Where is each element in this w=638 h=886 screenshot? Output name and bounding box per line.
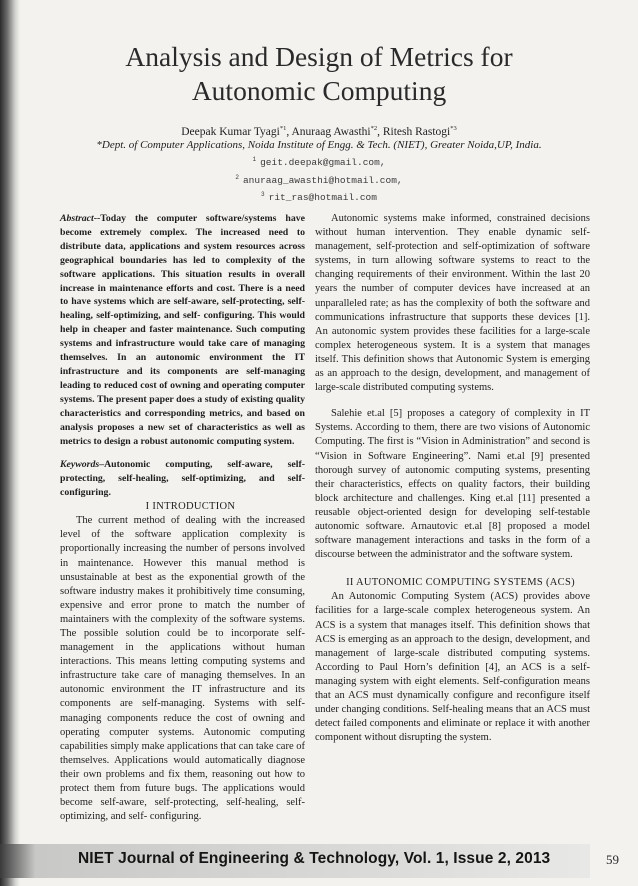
keywords-label: Keywords: [60, 459, 100, 471]
author-1: Deepak Kumar Tyagi: [181, 125, 280, 138]
intro-paragraph: The current method of dealing with the increased level of the software application complexity is proportionally increasing the number of persons involved in maintenance. However this manual method is unsustainable at best as the exponential growth of the software industry makes it prohibitively time consuming, expensive and error prone to match the number of maintainers with the complexity of the software systems. The possible solution could be to incorporate self-management in the applications without human interactions. This means letting computing systems and infrastructure take care of managing themselves. In an autonomic environment the IT infrastructure and its components are self-managing. Systems with self-managing components reduce the cost of owning and operating computer systems. Autonomic computing capabilities simply make applications that can take care of themselves. Applications would automatically diagnose their own problems and fix them, reasoning out how to protect them from future bugs. The applications would become self-aware, self-protecting, self-healing, self-optimizing, and self- configuring.: [60, 515, 305, 823]
email-list: [40, 153, 598, 206]
title-line-2: Autonomic Computing: [191, 75, 447, 106]
paper-title: [40, 40, 598, 108]
email-2-address: anuraag_awasthi@hotmail.com,: [242, 174, 403, 186]
right-column: [315, 212, 590, 745]
email-3: [40, 188, 598, 206]
author-separator: ,: [286, 125, 292, 138]
paragraph-gap: [315, 395, 590, 407]
abstract-label: Abstract: [60, 213, 94, 224]
binding-shadow: [0, 0, 20, 886]
author-1-mark: *1: [279, 125, 287, 132]
email-1-mark: 1: [252, 156, 257, 163]
keywords-text: –Autonomic computing, self-aware, self-protecting, self-healing, self-optimizing, and self-configuring.: [60, 459, 305, 499]
affiliation: *Dept. of Computer Applications, Noida Institute of Engg. & Tech. (NIET), Greater Noida,UP, India.: [96, 139, 542, 151]
email-3-mark: 3: [261, 191, 265, 199]
author-2: Anuraag Awasthi: [291, 125, 371, 138]
related-work-paragraph: Salehie et.al [5] proposes a category of complexity in IT Systems. According to them, there are two visions of Autonomic Computing. The first is “Vision in Administration” and second is “Vision in Software Engineering”. Nami et.al [9] presented thorough survey of autonomic computing systems, presenting their characteristics, effects on quality factors, their building block architecture and challenges. King et.al [11] presented a reusable object-oriented design for developing self-testable autonomic software. Arnautovic et.al [8] proposed a model software management interactions and tasks in the form of a discourse between the administrator and the software system.: [315, 408, 590, 561]
email-3-address: rit_ras@hotmail.com: [268, 192, 377, 204]
title-line-1: Analysis and Design of Metrics for: [125, 41, 513, 72]
acs-paragraph: An Autonomic Computing System (ACS) provides above facilities for a large-scale complex heterogeneous system. An ACS is a system that manages itself. This definition shows that ACS is emerging as an approach to the design, development, and management of large-scale distributed computing systems. According to Paul Horn’s definition [4], an ACS is a self-managing system with eight elements. Self-configuration means that an ACS must dynamically configure and reconfigure itself under changing conditions. Self-healing means that an ACS must detect failed components and eliminate or replace it with another component without disrupting the system.: [315, 591, 590, 744]
author-list: [40, 122, 598, 139]
abstract: [60, 212, 305, 448]
author-2-mark: *2: [370, 125, 378, 132]
author-3-mark: *3: [450, 125, 457, 132]
author-3: Ritesh Rastogi: [382, 125, 451, 138]
email-2: [40, 171, 598, 189]
autonomic-paragraph: Autonomic systems make informed, constrained decisions without human intervention. They enable dynamic self-management, self-protection and self-optimization of software systems, in turn allowing software systems to react to the changing requirements of their environment. Within the last 20 years the number of computer devices have increased at an unparalleled rate; as has the complexity of both the software and communications infrastructure that supports these devices [1]. An autonomic system provides these facilities for a large-scale complex heterogeneous system. It is a system that manages itself. This definition shows that Autonomic System is emerging as an approach to the design, development, and management of large-scale distributed computing systems.: [315, 213, 590, 394]
abstract-text: --Today the computer software/systems have become extremely complex. The increased need to distribute data, applications and system resources across geographical boundaries has led to complexity of the software applications. This situation results in overall increase in maintenance efforts and cost. There is a need to have systems which are self-aware, self-protecting, self-healing, self-optimizing, and self- configuring. This would help in cheaper and faster maintenance. Such computing systems and infrastructure would take care of managing themselves. In an autonomic environment the IT infrastructure and its components are self-managing leading to reduced cost of owning and operating computer systems. The present paper does a study of existing quality characteristics and corresponding metrics, and based on analysis proposes a new set of characteristics as well as metrics to design a robust autonomic computing system.: [60, 213, 305, 447]
page-number: 59: [606, 852, 619, 867]
section-heading-acs: II AUTONOMIC COMPUTING SYSTEMS (ACS): [346, 577, 575, 589]
left-column: [60, 212, 305, 824]
journal-footer-text: NIET Journal of Engineering & Technology, Vol. 1, Issue 2, 2013: [78, 850, 551, 867]
section-heading-introduction: I INTRODUCTION: [145, 501, 236, 513]
author-separator: ,: [377, 125, 383, 138]
email-2-mark: 2: [235, 173, 239, 181]
email-1-address: geit.deepak@gmail.com,: [260, 157, 386, 169]
keywords: [60, 458, 305, 500]
email-1: [40, 153, 598, 171]
